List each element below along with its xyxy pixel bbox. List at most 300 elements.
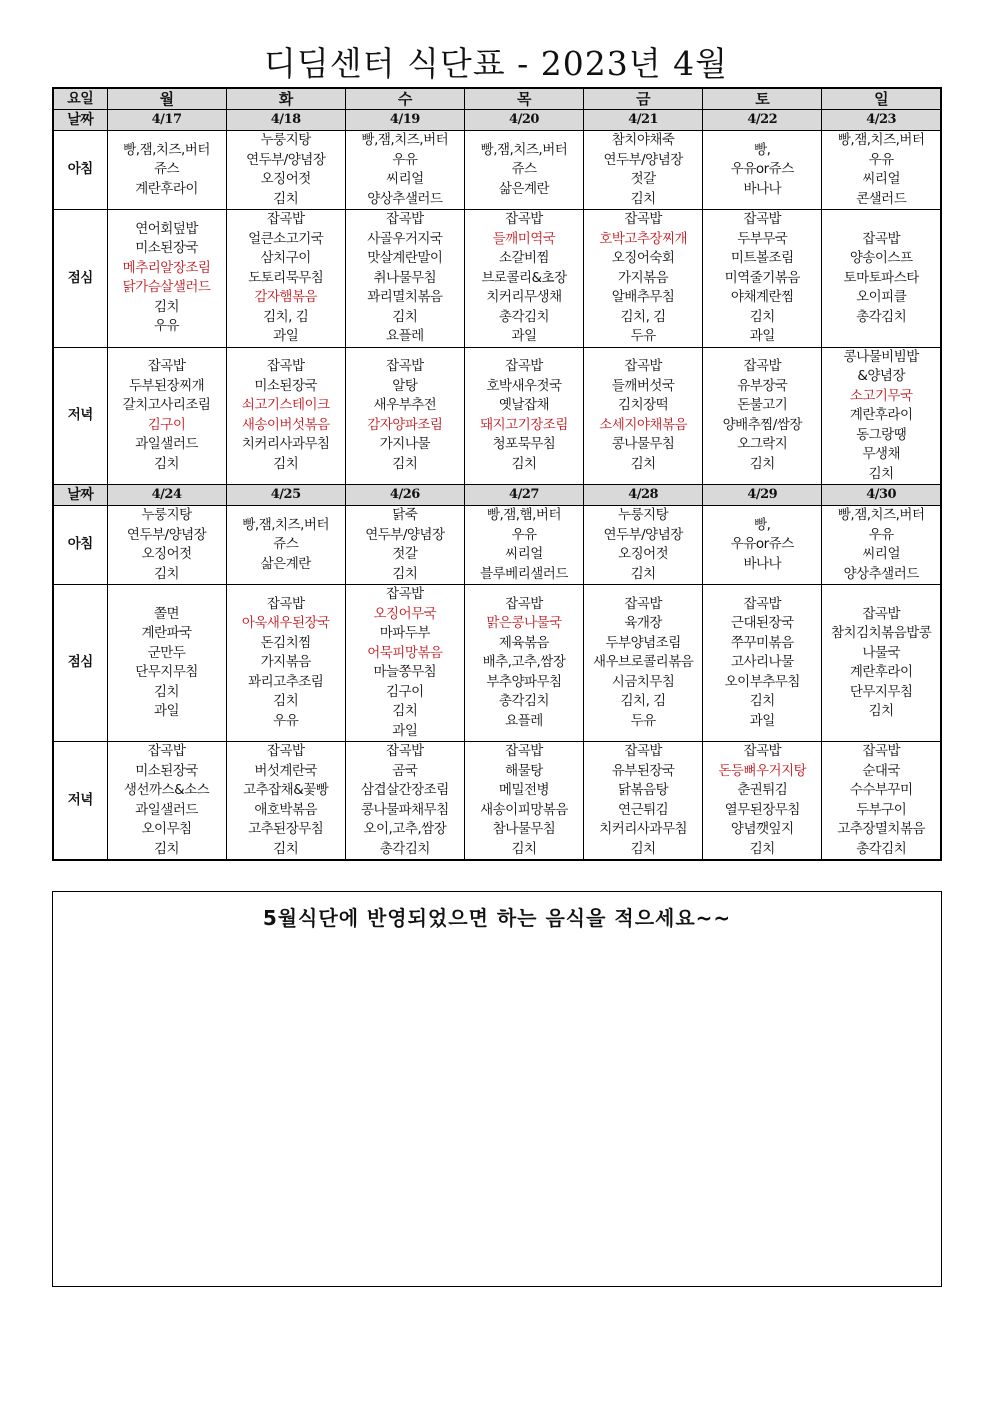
menu-cell [703, 210, 822, 348]
menu-item-list [227, 742, 345, 859]
menu-item: 연두부/양념장 [603, 151, 683, 168]
menu-item: 꽈리멸치볶음 [367, 289, 443, 305]
menu-item: 청포묵무침 [492, 436, 556, 453]
date-header: 4/21 [584, 110, 703, 131]
menu-item: 과일 [749, 712, 775, 729]
menu-item: 빵,잼,치즈,버터 [480, 141, 568, 158]
dinner-label: 저녁 [53, 347, 107, 485]
menu-item: 삼겹살간장조림 [360, 782, 449, 798]
menu-cell [584, 131, 703, 210]
menu-item: 잡곡밥 [505, 743, 543, 759]
menu-item: 빵, [754, 516, 771, 533]
menu-item: 알배추무침 [611, 289, 675, 305]
menu-item-list [465, 742, 583, 859]
menu-item: 빵,잼,햄,버터 [486, 507, 562, 523]
menu-item: 버섯계란국 [254, 762, 318, 779]
highlighted-menu-item: 새송이버섯볶음 [241, 416, 330, 433]
menu-item: 빵, [754, 141, 771, 158]
menu-item: 김치 [868, 465, 894, 482]
menu-item-list [108, 357, 226, 474]
date-header: 4/17 [107, 110, 226, 131]
request-box-title: 5월식단에 반영되었으면 하는 음식을 적으세요~~ [262, 906, 732, 930]
menu-item: 김치 [154, 683, 180, 700]
menu-item: 오징어젓 [141, 546, 192, 562]
menu-cell [345, 347, 464, 485]
menu-cell [464, 506, 583, 585]
menu-item: 잡곡밥 [505, 595, 543, 612]
menu-item-list [346, 506, 464, 584]
menu-item: 김치 [273, 840, 299, 857]
date-header: 4/23 [822, 110, 941, 131]
menu-item: 나물국 [862, 644, 900, 661]
menu-item: 도토리묵무침 [248, 269, 324, 286]
menu-cell [822, 131, 941, 210]
menu-item-list [346, 742, 464, 859]
menu-item: 들깨버섯국 [611, 377, 675, 394]
menu-item: 치커리무생채 [486, 289, 562, 305]
menu-item: 계란후라이 [135, 180, 198, 197]
menu-cell [703, 347, 822, 485]
menu-item: 김치 [630, 565, 656, 582]
menu-item: 우유 [511, 526, 537, 543]
menu-item: 과일 [273, 328, 299, 344]
menu-item: 부추양파무침 [486, 673, 562, 690]
date-label: 날짜 [53, 485, 107, 506]
dinner-row [53, 742, 941, 861]
menu-item: 잡곡밥 [624, 358, 662, 375]
menu-item: 메밀전병 [498, 782, 550, 798]
menu-item: 빵,잼,치즈,버터 [123, 141, 210, 158]
menu-item: 옛날잡채 [498, 397, 550, 414]
menu-cell [584, 506, 703, 585]
menu-item: 두유 [630, 328, 656, 344]
menu-item: 오징어숙회 [611, 250, 675, 266]
menu-item: 연두부/양념장 [365, 526, 445, 543]
menu-item: 순대국 [862, 762, 900, 779]
menu-item: 애호박볶음 [254, 801, 318, 818]
menu-item: 우유 [273, 712, 299, 729]
menu-cell [464, 585, 583, 742]
menu-item: 김치, 김 [263, 308, 309, 325]
menu-item-list [584, 595, 702, 732]
menu-item: 과일 [511, 328, 537, 344]
weekday-header: 월 [107, 88, 226, 110]
date-header: 4/24 [107, 485, 226, 506]
menu-item: 삶은계란 [498, 180, 550, 197]
menu-item: 잡곡밥 [743, 595, 782, 612]
menu-item: 오이무침 [141, 821, 192, 837]
date-header: 4/18 [226, 110, 345, 131]
menu-item: 호박새우젓국 [486, 377, 562, 394]
menu-item: 잡곡밥 [266, 211, 305, 227]
menu-item: 시금치무침 [611, 673, 675, 690]
menu-item: 씨리얼 [862, 546, 900, 562]
menu-item-list [346, 131, 464, 209]
lunch-row [53, 210, 941, 348]
menu-item: 우유or쥬스 [730, 536, 794, 553]
date-header: 4/26 [345, 485, 464, 506]
menu-item: 과일 [749, 328, 775, 344]
menu-item-list [465, 210, 583, 347]
menu-item: 가지나물 [379, 436, 430, 453]
menu-item: 과일샐러드 [135, 436, 198, 453]
menu-item: 총각김치 [379, 840, 430, 857]
menu-item: 가지볶음 [260, 654, 311, 671]
menu-cell [584, 210, 703, 348]
menu-item: 콘샐러드 [856, 190, 907, 207]
menu-item: 잡곡밥 [386, 211, 424, 227]
menu-item-list [108, 605, 226, 722]
menu-item: 잡곡밥 [862, 605, 900, 622]
menu-item-list [465, 357, 583, 474]
menu-item: 김구이 [386, 683, 424, 700]
menu-cell [345, 131, 464, 210]
menu-item: 근대된장국 [730, 615, 794, 632]
highlighted-menu-item: 호박고추장찌개 [599, 230, 688, 247]
highlighted-menu-item: 맑은콩나물국 [486, 615, 562, 632]
menu-item-list [465, 595, 583, 732]
menu-item-list [822, 230, 940, 328]
menu-item: 야채계란찜 [730, 289, 794, 305]
menu-item: 오이피클 [856, 289, 907, 305]
menu-cell [226, 585, 345, 742]
date-header: 4/27 [464, 485, 583, 506]
menu-item: 잡곡밥 [624, 211, 662, 227]
menu-item: 연두부/양념장 [603, 526, 683, 543]
menu-item: 두부양념조림 [605, 634, 681, 651]
menu-item: 빵,잼,치즈,버터 [837, 507, 925, 523]
menu-item-list [822, 348, 940, 485]
menu-item: 무생채 [862, 446, 900, 462]
menu-cell [226, 506, 345, 585]
highlighted-menu-item: 메추리알장조림 [122, 259, 211, 276]
menu-item: 씨리얼 [386, 171, 424, 187]
menu-item: 계란후라이 [849, 407, 913, 423]
menu-cell [822, 742, 941, 861]
date-label: 날짜 [53, 110, 107, 131]
menu-cell [345, 210, 464, 348]
menu-item: 과일 [392, 722, 418, 739]
menu-item: 치커리사과무침 [241, 436, 330, 453]
menu-item: 잡곡밥 [743, 211, 782, 227]
menu-item-list [465, 506, 583, 584]
menu-item: 김치 [154, 840, 180, 857]
menu-item: 김치 [273, 693, 299, 710]
menu-item: 잡곡밥 [147, 358, 186, 375]
menu-item: 총각김치 [498, 693, 550, 710]
menu-item-list [108, 506, 226, 584]
highlighted-menu-item: 돈등뼈우거지탕 [718, 762, 807, 779]
menu-item: 미소된장국 [135, 762, 198, 779]
menu-item: 김치 [749, 455, 775, 472]
menu-item-list [584, 131, 702, 209]
breakfast-row [53, 506, 941, 585]
menu-item: 잡곡밥 [624, 595, 662, 612]
menu-item-list [227, 210, 345, 347]
menu-item: 김치 [154, 565, 180, 582]
menu-item: 씨리얼 [505, 546, 543, 562]
menu-item: 삼치구이 [260, 250, 311, 266]
highlighted-menu-item: 들깨미역국 [492, 230, 556, 247]
menu-item: 잡곡밥 [386, 586, 424, 602]
menu-item: 계란후라이 [849, 664, 913, 680]
menu-item: 고추된장무침 [248, 821, 324, 837]
menu-item: 단무지무침 [849, 683, 913, 700]
menu-item: 김치, 김 [620, 308, 666, 325]
menu-item: 콩나물무침 [611, 436, 675, 453]
highlighted-menu-item: 아욱새우된장국 [241, 615, 330, 632]
menu-item: 바나나 [743, 180, 782, 197]
menu-item-list [227, 357, 345, 474]
menu-item: 누룽지탕 [618, 507, 669, 523]
menu-item: 잡곡밥 [386, 358, 424, 375]
menu-item: 총각김치 [856, 308, 907, 325]
menu-cell [107, 742, 226, 861]
menu-item-list [584, 742, 702, 859]
menu-item: 잡곡밥 [266, 358, 305, 375]
menu-item: 김치 [630, 190, 656, 207]
menu-item: 김치 [392, 703, 418, 719]
menu-cell [584, 585, 703, 742]
menu-item: 김치, 김 [620, 693, 666, 710]
menu-item: 닭죽 [392, 507, 418, 523]
menu-item: 새우부추전 [373, 397, 437, 414]
menu-item: 닭볶음탕 [618, 782, 669, 798]
menu-item: 쫄면 [154, 605, 180, 622]
menu-item: 참치김치볶음밥콩 [831, 625, 932, 641]
menu-item: 가지볶음 [618, 269, 669, 286]
menu-item: 계란파국 [141, 625, 192, 641]
weekday-header: 목 [464, 88, 583, 110]
menu-item-list [822, 742, 940, 859]
date-header: 4/20 [464, 110, 583, 131]
menu-item: 두유 [630, 712, 656, 729]
highlighted-menu-item: 어묵피망볶음 [367, 644, 443, 661]
highlighted-menu-item: 돼지고기장조림 [480, 416, 568, 433]
menu-cell [464, 742, 583, 861]
menu-item: 블루베리샐러드 [480, 565, 568, 582]
menu-cell [226, 742, 345, 861]
menu-item: 김치 [392, 455, 418, 472]
menu-item: 양상추샐러드 [367, 190, 443, 207]
menu-item: 오그락지 [737, 436, 788, 453]
page-title: 디딤센터 식단표 - 2023년 4월 [264, 44, 728, 83]
highlighted-menu-item: 쇠고기스테이크 [241, 397, 330, 414]
date-header: 4/28 [584, 485, 703, 506]
menu-item: 새송이피망볶음 [480, 801, 568, 818]
menu-item: 콩나물비빔밥 [843, 348, 919, 365]
menu-item: 동그랑땡 [856, 426, 907, 443]
menu-cell [584, 347, 703, 485]
menu-item: 마늘쫑무침 [373, 664, 437, 680]
menu-item: 우유 [868, 526, 894, 543]
menu-cell [703, 742, 822, 861]
menu-item-list [822, 605, 940, 722]
menu-item: 빵,잼,치즈,버터 [242, 516, 330, 533]
menu-item-list [108, 220, 226, 337]
menu-item-list [227, 595, 345, 732]
menu-item: 우유 [392, 151, 418, 168]
menu-cell [703, 585, 822, 742]
menu-item: 우유 [868, 151, 894, 168]
menu-item: 김치 [154, 298, 180, 315]
menu-item: 콩나물파채무침 [360, 801, 449, 818]
menu-item-list [703, 357, 821, 474]
menu-item: 고추장멸치볶음 [837, 821, 926, 837]
menu-item: 단무지무침 [135, 664, 198, 680]
menu-item: 돈불고기 [737, 397, 788, 414]
weekday-header: 수 [345, 88, 464, 110]
menu-item: 취나물무침 [373, 269, 437, 286]
menu-item: 과일 [154, 703, 180, 719]
breakfast-label: 아침 [53, 506, 107, 585]
menu-cell [584, 742, 703, 861]
menu-item: 잡곡밥 [624, 743, 662, 759]
menu-item-list [584, 210, 702, 347]
menu-item: 꽈리고추조림 [248, 673, 324, 690]
menu-item: 김치 [749, 840, 775, 857]
menu-item: 참나물무침 [492, 821, 556, 837]
date-row [53, 110, 941, 131]
menu-cell [107, 347, 226, 485]
menu-item: 빵,잼,치즈,버터 [837, 132, 925, 148]
menu-item-list [822, 131, 940, 209]
menu-cell [345, 506, 464, 585]
menu-item: 양상추샐러드 [843, 565, 919, 582]
menu-item-list [703, 595, 821, 732]
menu-item: 소갈비찜 [498, 250, 550, 266]
menu-item-list [584, 357, 702, 474]
menu-item-list [108, 742, 226, 859]
menu-item: 고추잡채&꽃빵 [243, 782, 329, 798]
menu-item-list [584, 506, 702, 584]
menu-item-list [346, 585, 464, 741]
menu-item: 맛살계란말이 [367, 250, 443, 266]
menu-cell [107, 585, 226, 742]
menu-item: 총각김치 [498, 308, 550, 325]
menu-item: 우유 [154, 318, 180, 335]
menu-item: 육개장 [624, 615, 662, 632]
dinner-label: 저녁 [53, 742, 107, 861]
menu-cell [822, 506, 941, 585]
menu-item: 잡곡밥 [862, 743, 900, 759]
menu-item-list [703, 516, 821, 575]
menu-item: 김치 [273, 190, 299, 207]
menu-item: 과일샐러드 [135, 801, 198, 818]
request-box[interactable] [52, 891, 942, 1287]
menu-item-list [822, 506, 940, 584]
lunch-label: 점심 [53, 210, 107, 348]
menu-item: 김치 [511, 840, 537, 857]
menu-item: 제육볶음 [498, 634, 550, 651]
menu-item: 두부된장찌개 [128, 377, 205, 394]
weekday-header: 토 [703, 88, 822, 110]
breakfast-row [53, 131, 941, 210]
menu-item: 연근튀김 [618, 801, 669, 818]
menu-item-list [703, 210, 821, 347]
weekday-row [53, 88, 941, 110]
menu-item: 누룽지탕 [260, 132, 311, 148]
menu-item: 총각김치 [856, 840, 907, 857]
menu-item: 미소된장국 [135, 240, 198, 257]
menu-item: 양배추찜/쌈장 [722, 416, 802, 433]
menu-item: 김치장떡 [618, 397, 669, 414]
menu-item: 미소된장국 [254, 377, 318, 394]
menu-item-list [465, 141, 583, 200]
menu-item: 삶은계란 [260, 555, 311, 572]
menu-item: 김치 [154, 455, 180, 472]
highlighted-menu-item: 닭가슴살샐러드 [122, 279, 211, 296]
date-row [53, 485, 941, 506]
date-header: 4/29 [703, 485, 822, 506]
menu-item: 오징어젓 [260, 171, 311, 187]
menu-cell [703, 131, 822, 210]
menu-item: 해물탕 [505, 762, 543, 779]
menu-cell [107, 210, 226, 348]
menu-item: 김치 [749, 693, 775, 710]
highlighted-menu-item: 감자양파조림 [367, 416, 443, 433]
menu-item: 쥬스 [273, 536, 299, 553]
weekday-header: 금 [584, 88, 703, 110]
menu-item: 요플레 [505, 712, 543, 729]
date-header: 4/25 [226, 485, 345, 506]
menu-item: 고사리나물 [730, 654, 794, 671]
menu-cell [345, 742, 464, 861]
menu-item: 김치 [392, 565, 418, 582]
menu-item: 김치 [273, 455, 299, 472]
menu-item: 김치 [392, 308, 418, 325]
highlighted-menu-item: 소세지야채볶음 [599, 416, 688, 433]
menu-item: 브로콜리&초장 [481, 269, 567, 286]
menu-cell [822, 347, 941, 485]
menu-item: 오징어젓 [618, 546, 669, 562]
menu-item: 우유or쥬스 [730, 161, 794, 178]
menu-item: 토마토파스타 [843, 269, 919, 286]
highlighted-menu-item: 소고기무국 [849, 387, 913, 404]
menu-item: 잡곡밥 [743, 743, 782, 759]
menu-item: 양념깻잎지 [730, 821, 794, 837]
menu-item: 잡곡밥 [266, 595, 305, 612]
menu-item-list [346, 210, 464, 347]
menu-cell [107, 131, 226, 210]
date-header: 4/19 [345, 110, 464, 131]
menu-item-list [108, 141, 226, 200]
date-header: 4/22 [703, 110, 822, 131]
menu-item: 바나나 [743, 555, 782, 572]
menu-item-list [703, 141, 821, 200]
menu-cell [464, 210, 583, 348]
menu-item: 오이부추무침 [724, 673, 800, 690]
menu-cell [226, 210, 345, 348]
menu-item: 유부된장국 [611, 762, 675, 779]
menu-item: 잡곡밥 [505, 358, 543, 375]
menu-item: 김치 [868, 703, 894, 719]
menu-item: 잡곡밥 [505, 211, 543, 227]
menu-item-list [227, 516, 345, 575]
menu-item: 쥬스 [154, 161, 180, 178]
menu-item: 쭈꾸미볶음 [730, 634, 794, 651]
menu-item: 씨리얼 [862, 171, 900, 187]
menu-item: 김치 [630, 455, 656, 472]
menu-item: 누룽지탕 [141, 507, 192, 523]
menu-item: 쥬스 [511, 161, 537, 178]
menu-item: 유부장국 [737, 377, 788, 394]
menu-item: 연두부/양념장 [126, 526, 207, 543]
menu-item: 미트볼조림 [730, 250, 794, 266]
menu-item: 잡곡밥 [266, 743, 305, 759]
menu-item: 두부구이 [856, 801, 907, 818]
menu-item: 잡곡밥 [862, 230, 900, 247]
